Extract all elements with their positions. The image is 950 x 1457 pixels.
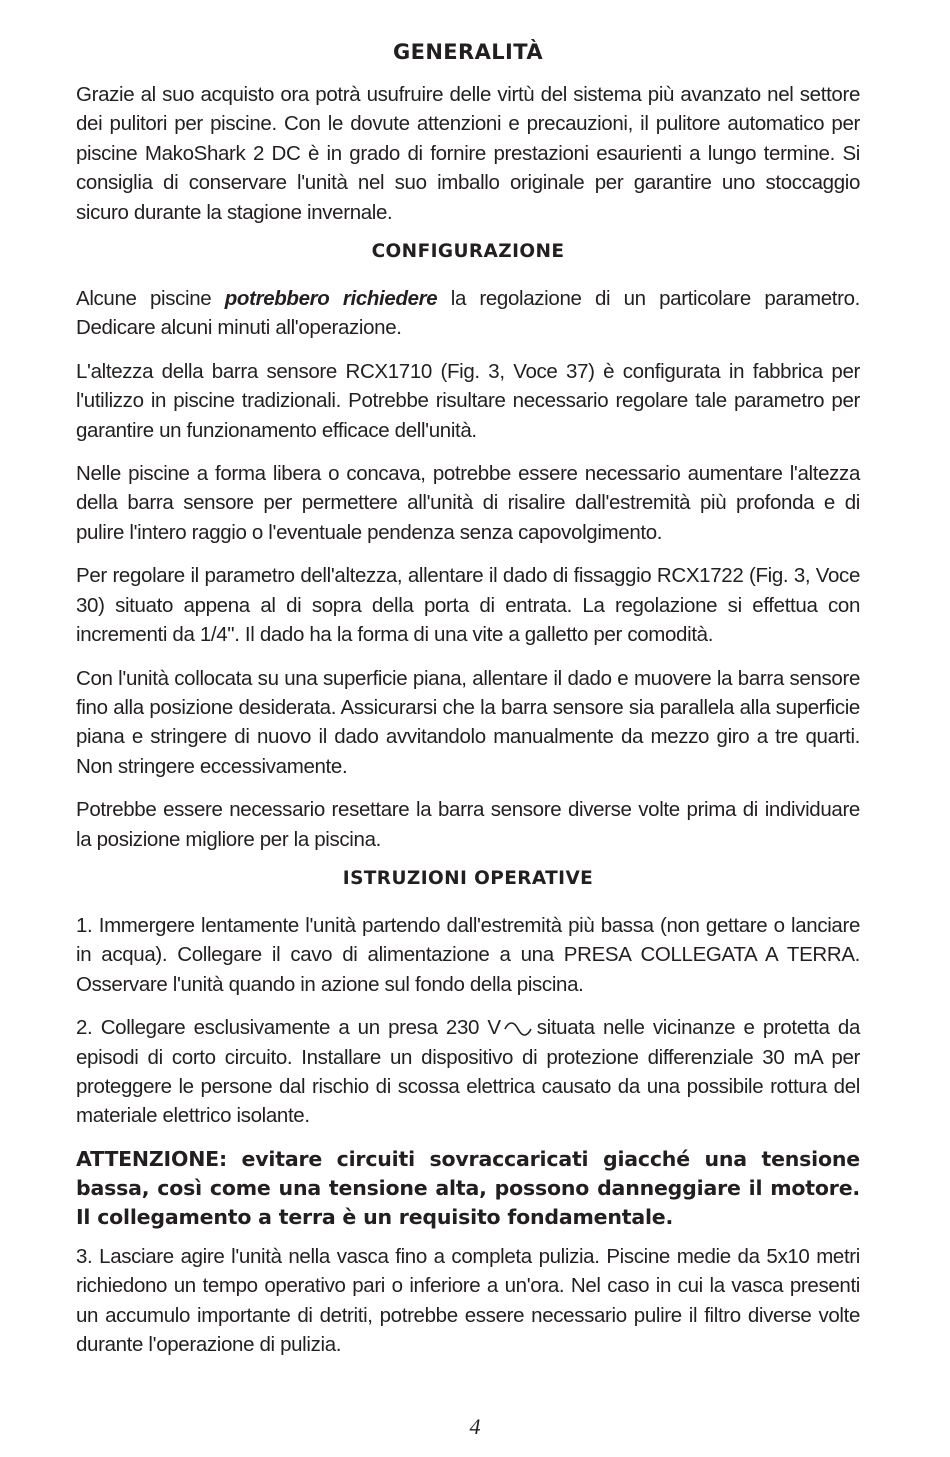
text-fragment: situata nelle vicinanze e protetta da episodi di corto circuito. Installare un dispositivo di protezione differenziale 30 mA per proteggere le persone dal rischio di scossa elettrica causato da una possibile rottura del materiale elettrico isolante. (76, 1016, 860, 1128)
document-page (76, 40, 860, 1373)
heading-configurazione: CONFIGURAZIONE (371, 241, 565, 263)
paragraph-configurazione-6: Potrebbe essere necessario resettare la barra sensore diverse volte prima di individuare la posizione migliore per la piscina. (76, 798, 860, 851)
paragraph-generalita: Grazie al suo acquisto ora potrà usufruire delle virtù del sistema più avanzato nel settore dei pulitori per piscine. Con le dovute attenzioni e precauzioni, il pulitore automatico per piscine MakoShark 2 DC è in grado di fornire prestazioni esaurienti a lungo termine. Si consiglia di conservare l'unità nel suo imballo originale per garantire uno stoccaggio sicuro durante la stagione invernale. (76, 83, 860, 224)
paragraph-configurazione-2: L'altezza della barra sensore RCX1710 (Fig. 3, Voce 37) è configurata in fabbrica per l'utilizzo in piscine tradizionali. Potrebbe risultare necessario regolare tale parametro per garantire un funzionamento efficace dell'unità. (76, 359, 860, 442)
paragraph-configurazione-3: Nelle piscine a forma libera o concava, potrebbe essere necessario aumentare l'altezza della barra sensore per permettere all'unità di risalire dall'estremità più profonda e di pulire l'intero raggio o l'eventuale pendenza senza capovolgimento. (76, 462, 860, 544)
paragraph-configurazione-1 (76, 284, 860, 343)
step-1: 1. Immergere lentamente l'unità partendo dall'estremità più bassa (non gettare o lanciare in acqua). Collegare il cavo di alimentazione a una PRESA COLLEGATA A TERRA. Osservare l'unità quando in azione sul fondo della piscina. (76, 913, 860, 996)
text-fragment: Alcune piscine (76, 287, 225, 311)
page-number: 4 (469, 1414, 481, 1439)
paragraph-configurazione-4: Per regolare il parametro dell'altezza, allentare il dado di fissaggio RCX1722 (Fig. 3, Voce 30) situato appena al di sopra della porta di entrata. La regolazione si effettua con incrementi da 1/4". Il dado ha la forma di una vite a galletto per comodità. (76, 564, 860, 647)
emphasis-text: potrebbero richiedere (224, 287, 438, 311)
text-fragment: 2. Collegare esclusivamente a un presa 230 V (76, 1016, 501, 1040)
heading-generalita: GENERALITÀ (392, 40, 544, 64)
step-3: 3. Lasciare agire l'unità nella vasca fino a completa pulizia. Piscine medie da 5x10 metri richiedono un tempo operativo pari o inferiore a un'ora. Nel caso in cui la vasca presenti un accumulo importante di detriti, potrebbe essere necessario pulire il filtro diverse volte durante l'operazione di pulizia. (76, 1244, 860, 1356)
step-2 (76, 1013, 860, 1131)
heading-istruzioni-operative: ISTRUZIONI OPERATIVE (342, 867, 594, 889)
text-fragment: la regolazione di un particolare parametro. Dedicare alcuni minuti all'operazione. (76, 287, 860, 340)
warning-attenzione: ATTENZIONE: evitare circuiti sovraccaricati giacché una tensione bassa, così come una tensione alta, possono danneggiare il motore. Il collegamento a terra è un requisito fondamentale. (76, 1146, 860, 1229)
ac-sine-wave-icon (503, 1021, 533, 1037)
paragraph-configurazione-5: Con l'unità collocata su una superficie piana, allentare il dado e muovere la barra sensore fino alla posizione desiderata. Assicurarsi che la barra sensore sia parallela alla superficie piana e stringere di nuovo il dado avvitandolo manualmente da mezzo giro a tre quarti. Non stringere eccessivamente. (76, 666, 860, 778)
